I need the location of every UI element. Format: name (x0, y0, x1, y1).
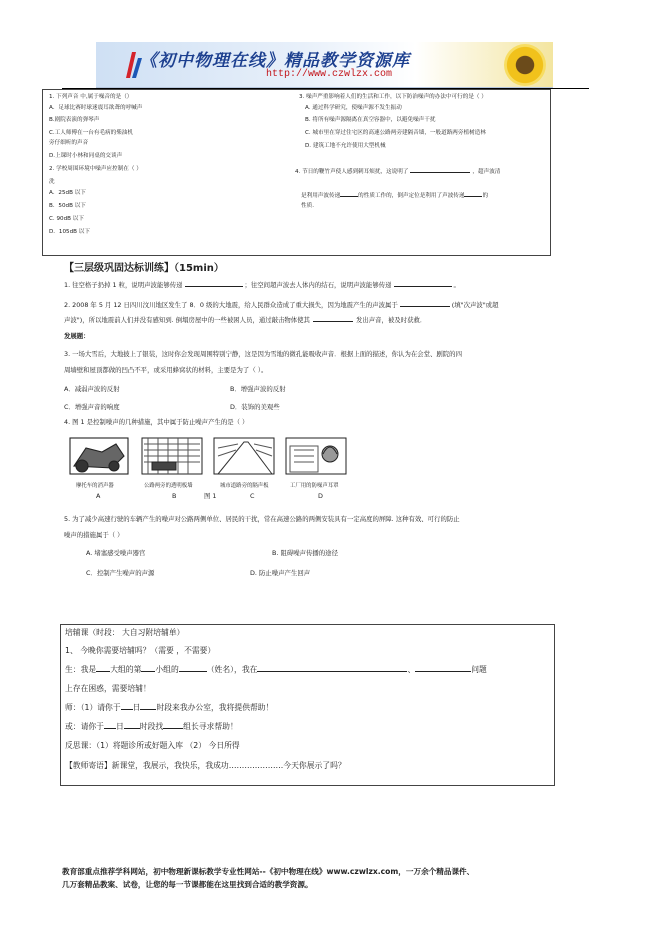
q1-option-c-cont: 旁仔细听的声音 (49, 140, 89, 146)
q1-stem: 1. 下列声音 中,属于噪音的是（） (49, 94, 133, 100)
q1-option-d: D.上课时小林和同桌的交谈声 (49, 153, 123, 159)
q5-option-d: D. 防止噪声产生回声 (250, 569, 311, 577)
q2-line2: 声波")，所以地震前人们并没有感知到. 倒塌房屋中的一些被困人员，通过敲击物体使其 发出声音，被及时获救． (64, 316, 427, 324)
q5-option-a: A. 堵塞感受噪声器官 (86, 549, 146, 557)
fig-caption-c: 城市道路旁的隔声板 (220, 483, 269, 489)
fig-caption-b: 公路两旁的透明板墙 (144, 483, 193, 489)
q5-option-c: C．控制产生噪声的声源 (86, 569, 155, 577)
footer-line-1: 教育部重点推荐学科网站，初中物理新课标教学专业性网站--《初中物理在线》www.czwlzx.com，一万余个精品课件、 (62, 867, 475, 876)
q2-line1: 2. 2008 年 5 月 12 日四川汶川地区发生了 8．0 级的大地震，给人民群众造成了重大损失，因为地震产生的声波属于 (填"次声波"或超 (64, 301, 499, 309)
q3-option-a: A．减弱声波的反射 (64, 385, 120, 393)
q4-stem-c: 性质. (301, 203, 314, 209)
tutoring-box (60, 624, 555, 786)
tutoring-title: 培辅课（时段： 大自习附培辅单） (65, 628, 185, 637)
q5-option-b: B. 阻碍噪声传播的途径 (272, 549, 338, 557)
q3-option-d: D. 建筑工地不允许使用大型机械 (305, 143, 386, 149)
advanced-label: 发展题： (64, 332, 90, 340)
q1-option-b: B.剧院表演的弹琴声 (49, 117, 100, 123)
q5-line1: 5. 为了减少高速行驶的车辆产生的噪声对公路两侧单位、居民的干扰，常在高速公路的两侧安装具有一定高度的屏障. 这种有效、可行的防止 (64, 515, 460, 523)
student-line: 生：我是 大组的第 小组的 （姓名），我在 、 问题 (65, 665, 487, 674)
teacher-message: 【教师寄语】新课堂，我展示，我快乐，我成功…………………今天你展示了吗？ (65, 761, 346, 770)
fig-caption-d: 工厂用的防噪声耳罩 (290, 483, 339, 489)
figure-road-barrier (214, 438, 274, 474)
noise-control-figure (68, 432, 348, 482)
q3-option-a: A. 通过科学研究，使噪声源不发生振动 (305, 105, 402, 111)
q5-line2: 噪声的措施属于（ ） (64, 531, 124, 539)
question-box-1 (42, 89, 551, 256)
figure-ear-muffs (286, 438, 346, 474)
q2-option-d: D．105dB 以下 (49, 229, 90, 235)
section-title: 【三层级巩固达标训练】（15min） (64, 263, 224, 274)
q3-option-b: B．增强声波的反射 (230, 385, 286, 393)
fig-letter-c: C (250, 492, 255, 500)
footer (62, 865, 602, 891)
banner-url[interactable]: http://www.czwlzx.com (266, 69, 393, 80)
q2-option-a: A．25dB 以下 (49, 190, 86, 196)
q2-stem: 2. 学校周围环境中噪声应控制在（ ） (49, 166, 142, 172)
q3-stem: 3. 噪声严重影响着人们的生活和工作，以下防治噪声的办法中可行的是（ ） (299, 94, 487, 100)
q3-line1: 3. 一场大雪后，大地披上了银装，这时你会发现周围特别宁静，这是因为雪地的微孔能吸收声音．根据上面的描述，你认为在会堂、剧院的四 (64, 350, 462, 358)
q4-line: 4. 图 1 是控制噪声的几种措施，其中属于防止噪声产生的是（ ） (64, 418, 249, 426)
q2-option-b: B．50dB 以下 (49, 203, 86, 209)
teacher-line-1: 师：（1）请你于 日 时段来我办公室，我将提供帮助！ (65, 703, 274, 712)
fig-letter-a: A (96, 492, 101, 500)
figure-motorcycle-muffler (70, 438, 128, 474)
fig-letter-d: D (318, 492, 323, 500)
sunflower-icon (504, 44, 546, 86)
q1-option-c: C.工人师傅在一台有毛病的柴油机 (49, 130, 133, 136)
header-banner (96, 42, 553, 88)
tutoring-need-question: 1、 今晚你需要培辅吗？（需要 ，不需要） (65, 646, 216, 655)
footer-line-2: 几万套精品教案、试卷，让您的每一节课都能在这里找到合适的教学资源。 (62, 880, 313, 889)
q3-line2: 周墙壁和屋顶都做的凹凸不平，或采用蜂窝状的材料，主要是为了（ ）。 (64, 366, 268, 374)
figure-transparent-wall (142, 438, 202, 474)
q1-option-a: A．足球比赛时球迷震耳欲聋的呼喊声 (49, 105, 143, 111)
q4-stem-a: 4. 节日的鞭竹声使人感到刺耳烦扰，这说明了 ，超声波清 (295, 166, 500, 176)
fig-label: 图 1 (204, 492, 217, 500)
banner-title: 《初中物理在线》精品教学资源库 (140, 51, 410, 71)
q1-line: 1. 往空格子扔掉 1 粒，说明声波能够传递 ；往空间超声波去人体内的结石，说明声波能够传递 。 (64, 281, 460, 289)
q3-option-b: B. 将所有噪声源隔离在真空容器中，以避免噪声干扰 (305, 117, 436, 123)
fig-letter-b: B (172, 492, 177, 500)
q3-option-d: D．装饰的美观些 (230, 403, 280, 411)
student-line-cont: 上存在困惑，需要培辅！ (65, 684, 151, 693)
q2-option-c: C. 90dB 以下 (49, 216, 84, 222)
q4-stem-b: 是利用声波传递 的性质工作的，倒声定位是利用了声波传递 的 (301, 190, 488, 200)
fig-caption-a: 摩托车的消声器 (76, 483, 114, 489)
q3-option-c: C. 城市里在穿过住宅区的高速公路两旁建隔音墙，一般道路两旁植树造林 (305, 130, 486, 136)
reflection-line: 反思课：（1）将题诊所或好题入库 （2） 今日所得 (65, 741, 240, 750)
q2-extra: 洗 (49, 179, 55, 185)
q3-option-c: C．增强声音的响度 (64, 403, 120, 411)
teacher-line-2: 或：请你于 日 时段找 组长寻求帮助！ (65, 722, 238, 731)
